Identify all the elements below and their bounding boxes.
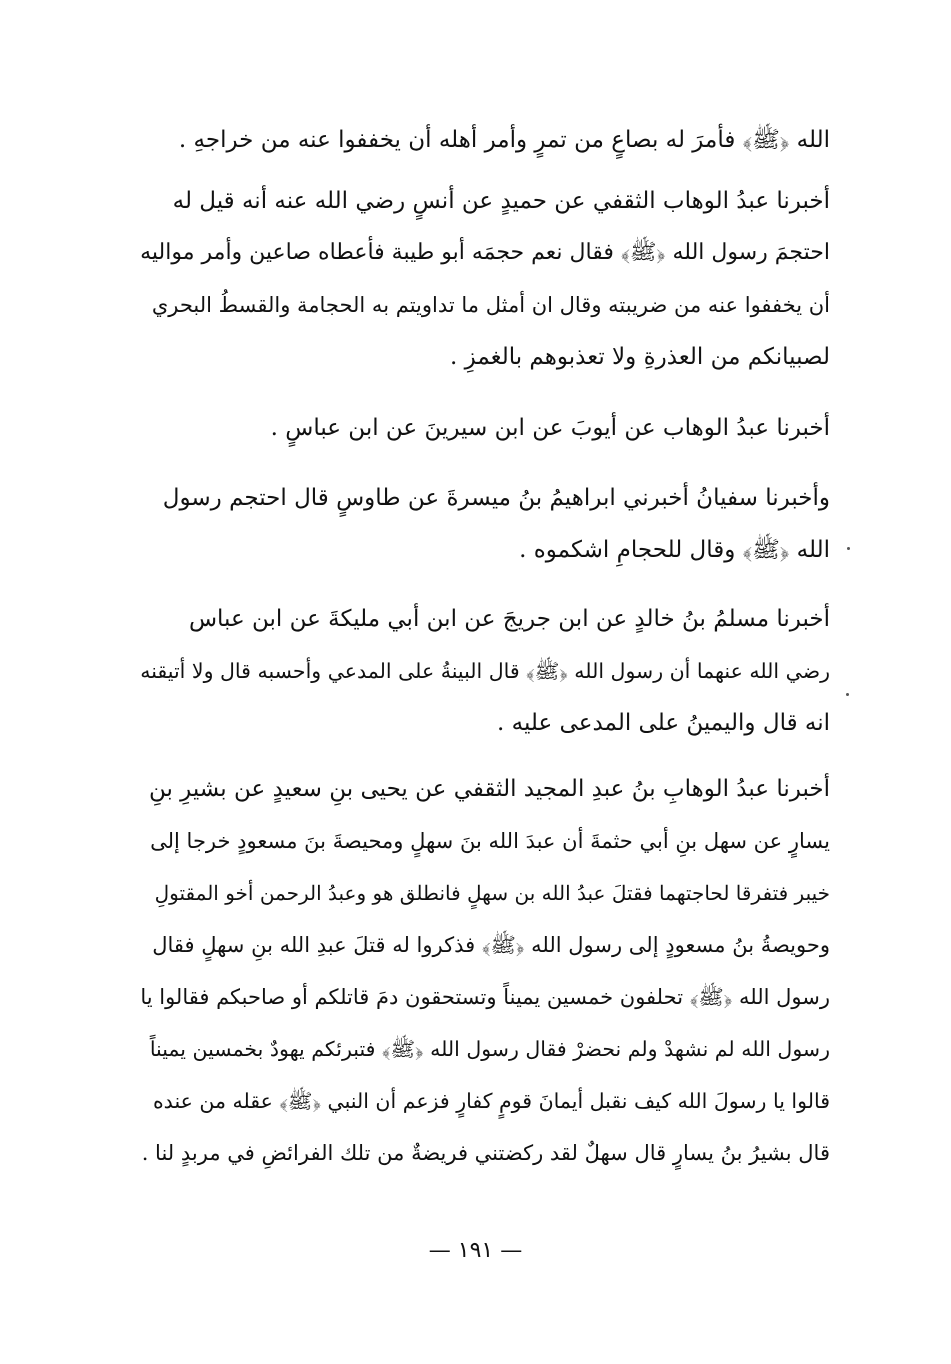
scan-speck: [847, 547, 850, 550]
paragraph-6: [140, 763, 830, 1179]
text-line: أخبرنا عبدُ الوهاب عن أيوبَ عن ابن سيرينَ عن ابن عباسٍ .: [270, 415, 830, 441]
paragraph-1: [140, 114, 830, 166]
text-line: خيبر فتفرقا لحاجتهما فقتلَ عبدُ الله بن سهلٍ فانطلق هو وعبدُ الرحمن أخو المقتولِ: [154, 881, 830, 905]
text-line: انه قال واليمينُ على المدعى عليه .: [497, 710, 830, 736]
page-number: — ١٩١ —: [428, 1238, 523, 1263]
scan-speck: [846, 693, 849, 696]
paragraph-4: [140, 472, 830, 576]
text-line: رسول الله لم نشهدْ ولم نحضرْ فقال رسول الله ﴿ﷺ﴾ فتبرئكم يهودٌ بخمسين يميناً: [149, 1037, 830, 1061]
text-line: قالوا يا رسولَ الله كيف نقبل أيمانَ قومٍ كفارٍ فزعم أن النبي ﴿ﷺ﴾ عقله من عنده: [152, 1089, 830, 1113]
text-line: أخبرنا عبدُ الوهابِ بنُ عبدِ المجيد الثقفي عن يحيى بنِ سعيدٍ عن بشيرِ بنِ: [148, 776, 830, 802]
paragraph-2: [140, 175, 830, 383]
text-line: لصبيانكم من العذرةِ ولا تعذبوهم بالغمزِ .: [450, 344, 830, 370]
text-line: يسارٍ عن سهل بنِ أبي حثمةَ أن عبدَ الله بنَ سهلٍ ومحيصةَ بنَ مسعودٍ خرجا إلى: [150, 829, 830, 853]
text-line: وأخبرنا سفيانُ أخبرني ابراهيمُ بنُ ميسرةَ عن طاوسٍ قال احتجم رسول: [162, 485, 830, 511]
text-line: الله ﴿ﷺ﴾ فأمرَ له بصاعٍ من تمرٍ وأمر أهله أن يخففوا عنه من خراجهِ .: [178, 127, 830, 153]
paragraph-5: [140, 593, 830, 749]
paragraph-3: [140, 402, 830, 454]
text-line: الله ﴿ﷺ﴾ وقال للحجامِ اشكموه .: [519, 537, 830, 563]
text-line: قال بشيرُ بنُ يسارٍ قال سهلٌ لقد ركضتني فريضةٌ من تلك الفرائضِ في مربدٍ لنا .: [141, 1141, 830, 1165]
text-line: وحويصةُ بنُ مسعودٍ إلى رسول الله ﴿ﷺ﴾ فذكروا له قتلَ عبدِ الله بنِ سهلٍ فقال: [152, 933, 830, 957]
text-line: احتجمَ رسول الله ﴿ﷺ﴾ فقال نعم حجمَه أبو طيبة فأعطاه صاعين وأمر مواليه: [140, 240, 830, 265]
text-line: أخبرنا عبدُ الوهاب الثقفي عن حميدٍ عن أنسٍ رضي الله عنه أنه قيل له: [172, 188, 830, 214]
text-line: رضي الله عنهما أن رسول الله ﴿ﷺ﴾ قال البينةُ على المدعي وأحسبه قال ولا أتيقنه: [140, 659, 830, 683]
text-line: أن يخففوا عنه من ضريبته وقال ان أمثل ما تداويتم به الحجامة والقسطُ البحري: [151, 293, 830, 317]
text-line: أخبرنا مسلمُ بنُ خالدٍ عن ابن جريجَ عن ابن أبي مليكةَ عن ابن عباس: [188, 606, 830, 632]
text-line: رسول الله ﴿ﷺ﴾ تحلفون خمسين يميناً وتستحقون دمَ قاتلكم أو صاحبكم فقالوا يا: [140, 985, 830, 1009]
